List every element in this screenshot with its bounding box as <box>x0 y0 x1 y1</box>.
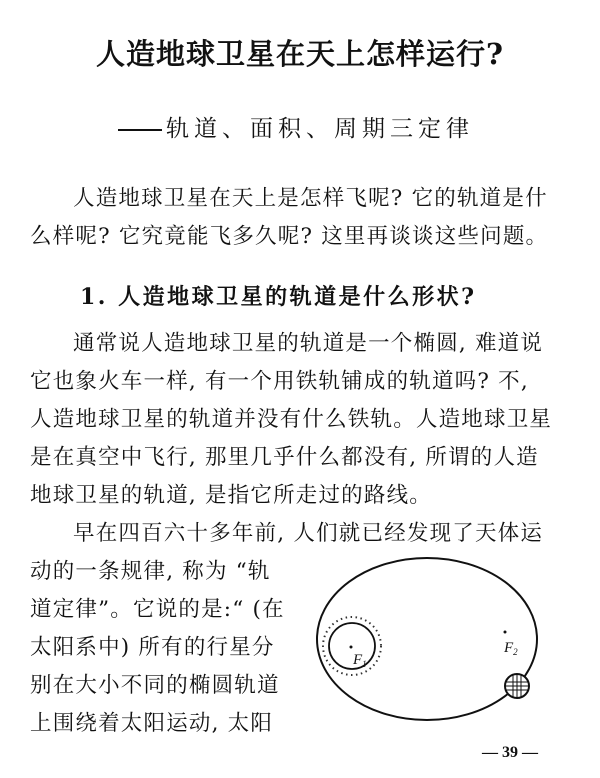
focus1-label: $F_1$ <box>353 652 367 669</box>
paragraph-kepler-wrapped <box>30 553 292 743</box>
text-line: 人造地球卫星在天上是怎样飞呢? 它的轨道是什 <box>73 186 548 211</box>
section-heading: 1. 人造地球卫星的轨道是什么形状? <box>80 284 477 310</box>
text-line: 道定律”。它说的是:“ (在 <box>30 597 285 622</box>
text-line: 人造地球卫星的轨道并没有什么铁轨。人造地球卫星 <box>30 407 553 432</box>
ellipse-orbit-figure <box>300 540 600 740</box>
page-title: 人造地球卫星在天上怎样运行? <box>96 37 504 71</box>
text-line: 它也象火车一样, 有一个用铁轨铺成的轨道吗? 不, <box>30 369 529 394</box>
focus1-point <box>350 646 353 649</box>
planet-globe-icon <box>505 674 529 698</box>
page-number: — 39 — <box>482 744 538 761</box>
text-line: 太阳系中) 所有的行星分 <box>30 635 275 660</box>
page-subtitle <box>118 110 474 143</box>
text-line: 是在真空中飞行, 那里几乎什么都没有, 所谓的人造 <box>30 445 539 470</box>
paragraph-orbit <box>30 325 575 515</box>
orbit-ellipse <box>317 558 537 720</box>
text-line: 通常说人造地球卫星的轨道是一个椭圆, 难道说 <box>73 331 544 356</box>
subtitle-text: 轨道、面积、周期三定律 <box>166 116 474 142</box>
text-line: 别在大小不同的椭圆轨道 <box>30 673 280 698</box>
text-line: 上围绕着太阳运动, 太阳 <box>30 711 274 736</box>
focus2-label: $F_2$ <box>504 640 518 657</box>
text-line: 么样呢? 它究竟能飞多久呢? 这里再谈谈这些问题。 <box>30 224 549 249</box>
intro-paragraph <box>30 180 575 256</box>
focus2-point <box>504 631 507 634</box>
orbit-diagram <box>300 540 600 740</box>
text-line: 地球卫星的轨道, 是指它所走过的路线。 <box>30 483 432 508</box>
em-dash <box>118 129 162 131</box>
text-line: 早在四百六十多年前, 人们就已经发现了天体运 <box>73 521 544 546</box>
text-line: 动的一条规律, 称为 “轨 <box>30 559 271 584</box>
